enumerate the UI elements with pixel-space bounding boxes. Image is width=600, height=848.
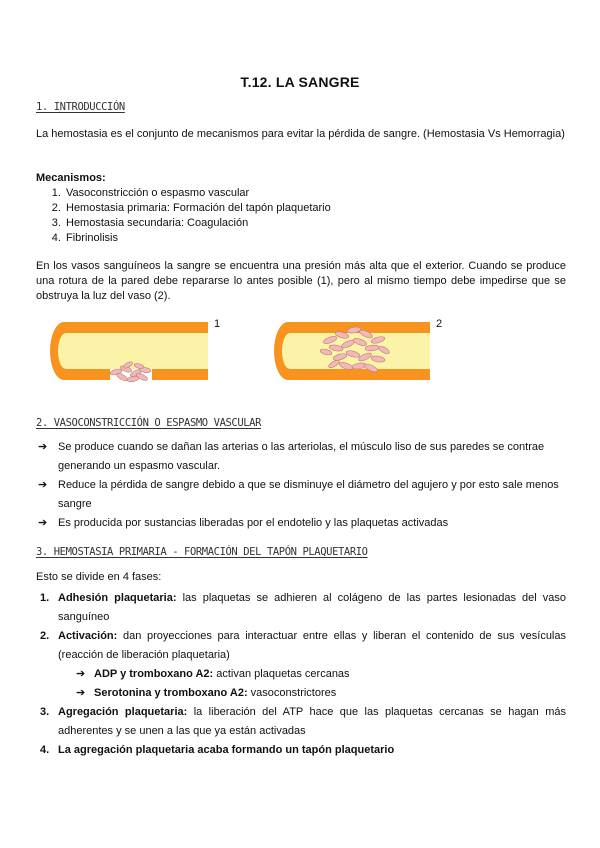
list-item: 2. Hemostasia primaria: Formación del tapón plaquetario [64, 201, 331, 216]
list-item: ➔ Se produce cuando se dañan las arterias o las arteriolas, el músculo liso de sus paredes se contrae generando un espasmo vascular. [38, 438, 568, 476]
list-item: 3. Agregación plaquetaria: la liberación del ATP hace que las plaquetas cercanas se hagan más adherentes y se unen a las que ya están activadas [40, 706, 566, 737]
list-item: 1. Vasoconstricción o espasmo vascular [64, 186, 331, 201]
phases-list [36, 589, 566, 760]
figure-label-1: 1 [214, 318, 221, 330]
page-title: T.12. LA SANGRE [240, 74, 360, 90]
list-item: 2. Activación: dan proyecciones para interactuar entre ellas y liberan el contenido de sus vesículas (reacción de liberación plaquetaria) ➔ ADP y tromboxano A2: activan plaquetas cercanas ➔ Serotonina y tromboxano A2: vasoconstrictores [36, 627, 566, 703]
phases-intro: Esto se divide en 4 fases: [36, 571, 162, 583]
arrow-right-icon: ➔ [38, 441, 48, 453]
activation-sublist [58, 665, 566, 703]
list-item: ➔ Reduce la pérdida de sangre debido a que se disminuye el diámetro del agujero y por esto sale menos sangre [38, 476, 568, 514]
vaso-bullets [38, 438, 568, 533]
list-item: ➔ ADP y tromboxano A2: activan plaquetas cercanas [76, 665, 566, 684]
section-heading-primaria: 3. HEMOSTASIA PRIMARIA - FORMACIÓN DEL TAPÓN PLAQUETARIO [36, 546, 368, 558]
list-item: 4. Fibrinolisis [64, 231, 331, 246]
vessel-figure-1 [44, 320, 208, 382]
intro-paragraph: La hemostasia es el conjunto de mecanismos para evitar la pérdida de sangre. (Hemostasia Vs Hemorragia) [36, 128, 565, 140]
list-item: 3. Hemostasia secundaria: Coagulación [64, 216, 331, 231]
section-heading-intro: 1. INTRODUCCIÓN [36, 101, 125, 113]
arrow-right-icon: ➔ [76, 687, 86, 699]
list-item: ➔ Es producida por sustancias liberadas por el endotelio y las plaquetas activadas [38, 514, 568, 533]
arrow-right-icon: ➔ [38, 517, 48, 529]
section-heading-vasoconstriccion: 2. VASOCONSTRICCIÓN O ESPASMO VASCULAR [36, 417, 262, 429]
list-item: 4. La agregación plaquetaria acaba formando un tapón plaquetario [40, 744, 395, 756]
vessel-figure-2 [268, 320, 430, 382]
figure-label-2: 2 [436, 318, 443, 330]
mechanisms-label: Mecanismos: [36, 172, 106, 184]
arrow-right-icon: ➔ [38, 479, 48, 491]
pressure-paragraph: En los vasos sanguíneos la sangre se encuentra una presión más alta que el exterior. Cuando se produce una rotura de la pared debe repararse lo antes posible (1), pero al mismo tiempo debe impedirse que se obstruya la luz del vaso (2). [36, 260, 566, 302]
list-item: ➔ Serotonina y tromboxano A2: vasoconstrictores [76, 684, 566, 703]
arrow-right-icon: ➔ [76, 668, 86, 680]
mechanisms-list [36, 186, 331, 246]
list-item: 1. Adhesión plaquetaria: las plaquetas se adhieren al colágeno de las partes lesionadas del vaso sanguíneo [40, 592, 566, 623]
